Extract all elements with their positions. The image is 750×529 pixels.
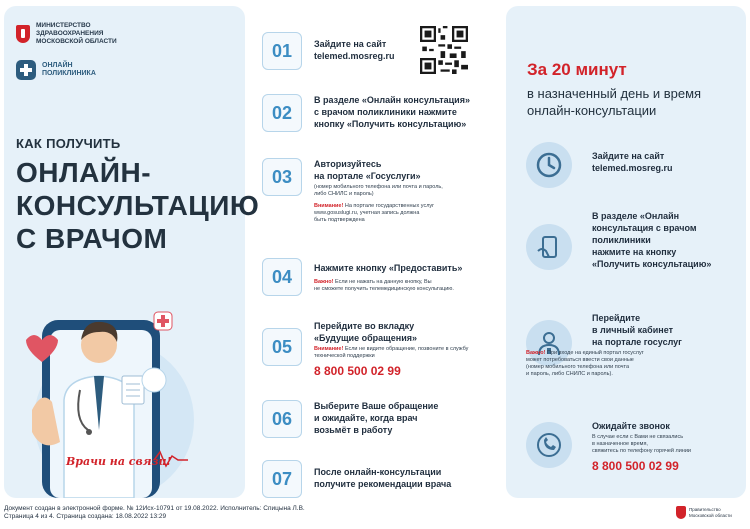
ministry-line: ЗДРАВООХРАНЕНИЯ bbox=[36, 30, 104, 37]
title-small: КАК ПОЛУЧИТЬ bbox=[16, 136, 121, 151]
ministry-emblem-icon bbox=[16, 25, 30, 43]
step-number: 01 bbox=[262, 32, 302, 70]
page-title: ОНЛАЙН- КОНСУЛЬТАЦИЮ С ВРАЧОМ bbox=[16, 157, 260, 254]
time-subheading: в назначенный день и время онлайн-консультации bbox=[527, 86, 702, 118]
ministry-line: МИНИСТЕРСТВО bbox=[36, 22, 91, 29]
step-number: 06 bbox=[262, 400, 302, 438]
step-01: 01 Зайдите на сайт telemed.mosreg.ru bbox=[262, 32, 496, 70]
step-number: 02 bbox=[262, 94, 302, 132]
right-item-call: Ожидайте звонок В случае если с Вами не связались в назначенное время, свяжитесь по телефону горячей линии 8 800 500 02 99 bbox=[526, 420, 746, 473]
phone-icon bbox=[526, 422, 572, 468]
step-03: 03 Авторизуйтесь на портале «Госуслуги» (номер мобильного телефона или почта и пароль, либо СНИЛС и пароль) Внимание! На портале государственных услуг www.gosuslugi.ru, учетная запись должна быть подтверждена bbox=[262, 158, 496, 224]
step-04: 04 Нажмите кнопку «Предоставить» Важно! Если не нажать на данную кнопку, Вы не сможете получить телемедицинскую консультацию. bbox=[262, 258, 496, 296]
step-05: 05 Перейдите во вкладку «Будущие обращения» Внимание! Если не видите обращение, позвоните в службу технической поддержки 8 800 500 02 99 bbox=[262, 320, 496, 378]
hotline-phone[interactable]: 8 800 500 02 99 bbox=[314, 364, 401, 378]
hotline-phone[interactable]: 8 800 500 02 99 bbox=[592, 459, 679, 473]
step-02: 02 В разделе «Онлайн консультация» с врачом поликлиники нажмите кнопку «Получить консультацию» bbox=[262, 94, 496, 132]
emblem-icon bbox=[676, 506, 686, 519]
step-number: 03 bbox=[262, 158, 302, 196]
right-item-section: В разделе «Онлайн консультация с врачом поликлиники нажмите на кнопку «Получить консультацию» bbox=[526, 210, 746, 270]
right-item-site: Зайдите на сайт telemed.mosreg.ru bbox=[526, 142, 746, 188]
time-heading: За 20 минут bbox=[527, 60, 627, 79]
document-stamp: Документ создан в электронной форме. № 12Исх-10791 от 19.08.2022. Исполнитель: Спицына Л.В. Страница 4 из 4. Страница создана: 18.08.2022 13:29 bbox=[4, 505, 305, 520]
online-line: ОНЛАЙН bbox=[42, 62, 73, 69]
online-clinic-logo bbox=[16, 60, 96, 80]
medical-cross-icon bbox=[16, 60, 36, 80]
ministry-line: МОСКОВСКОЙ ОБЛАСТИ bbox=[36, 38, 117, 45]
online-line: ПОЛИКЛИНИКА bbox=[42, 70, 96, 77]
clock-icon bbox=[526, 142, 572, 188]
right-item-cabinet: Перейдите в личный кабинет на портале госуслуг Важно! При входе на единый портал госуслуг может потребоваться ввести свои данные (номер мобильного телефона или почта и пароль, либо СНИЛС и пароль). bbox=[526, 313, 682, 377]
step-number: 07 bbox=[262, 460, 302, 498]
tablet-hand-icon bbox=[526, 224, 572, 270]
step-number: 04 bbox=[262, 258, 302, 296]
step-07: 07 После онлайн-консультации получите рекомендации врача bbox=[262, 460, 496, 498]
slogan: Врачи на связи! bbox=[66, 455, 172, 468]
government-logo: Правительство Московской области bbox=[676, 506, 732, 519]
step-number: 05 bbox=[262, 328, 302, 366]
ministry-logo bbox=[16, 22, 117, 46]
step-06: 06 Выберите Ваше обращение и ожидайте, когда врач возьмёт в работу bbox=[262, 400, 496, 438]
